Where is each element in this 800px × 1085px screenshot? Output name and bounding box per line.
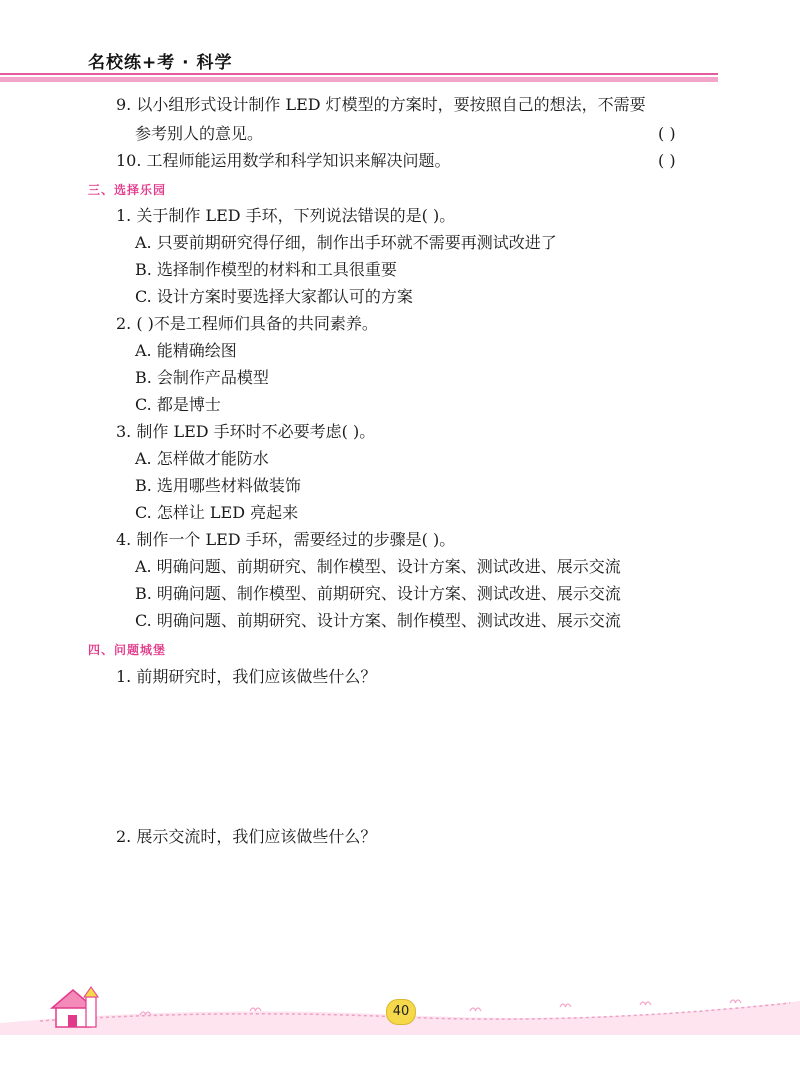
question-stem: 1. 关于制作 LED 手环，下列说法错误的是( )。 (116, 206, 456, 225)
open-question-2: 2. 展示交流时，我们应该做些什么？ (116, 827, 377, 846)
page-number: 40 (386, 999, 416, 1025)
option-b: B. 会制作产品模型 (135, 368, 269, 387)
option-a: A. 明确问题、前期研究、制作模型、设计方案、测试改进、展示交流 (135, 557, 621, 576)
option-b: B. 选择制作模型的材料和工具很重要 (135, 260, 397, 279)
option-c: C. 设计方案时要选择大家都认可的方案 (135, 287, 413, 306)
book-title: 名校练+考 · 科学 (88, 53, 233, 73)
answer-blank-10[interactable]: ( ) (658, 151, 676, 170)
header-rule-band (0, 77, 718, 82)
question-stem: 2. ( )不是工程师们具备的共同素养。 (116, 314, 378, 333)
question-stem: 4. 制作一个 LED 手环，需要经过的步骤是( )。 (116, 530, 456, 549)
judge-item-10: 10. 工程师能运用数学和科学知识来解决问题。 (116, 151, 451, 170)
house-icon (52, 987, 98, 1027)
section-title-choice: 三、选择乐园 (88, 183, 167, 197)
option-a: A. 能精确绘图 (135, 341, 237, 360)
option-c: C. 明确问题、前期研究、设计方案、制作模型、测试改进、展示交流 (135, 611, 621, 630)
judge-item-9-line2: 参考别人的意见。 (135, 124, 264, 143)
header-rule (0, 73, 718, 75)
option-a: A. 只要前期研究得仔细，制作出手环就不需要再测试改进了 (135, 233, 557, 252)
question-stem: 3. 制作 LED 手环时不必要考虑( )。 (116, 422, 376, 441)
section-title-questions: 四、问题城堡 (88, 643, 167, 657)
option-b: B. 明确问题、制作模型、前期研究、设计方案、测试改进、展示交流 (135, 584, 621, 603)
option-b: B. 选用哪些材料做装饰 (135, 476, 301, 495)
option-c: C. 都是博士 (135, 395, 221, 414)
option-a: A. 怎样做才能防水 (135, 449, 269, 468)
option-c: C. 怎样让 LED 亮起来 (135, 503, 299, 522)
judge-item-9-line1: 9. 以小组形式设计制作 LED 灯模型的方案时，要按照自己的想法，不需要 (116, 95, 646, 114)
open-question-1: 1. 前期研究时，我们应该做些什么？ (116, 667, 377, 686)
answer-blank-9[interactable]: ( ) (658, 124, 676, 143)
